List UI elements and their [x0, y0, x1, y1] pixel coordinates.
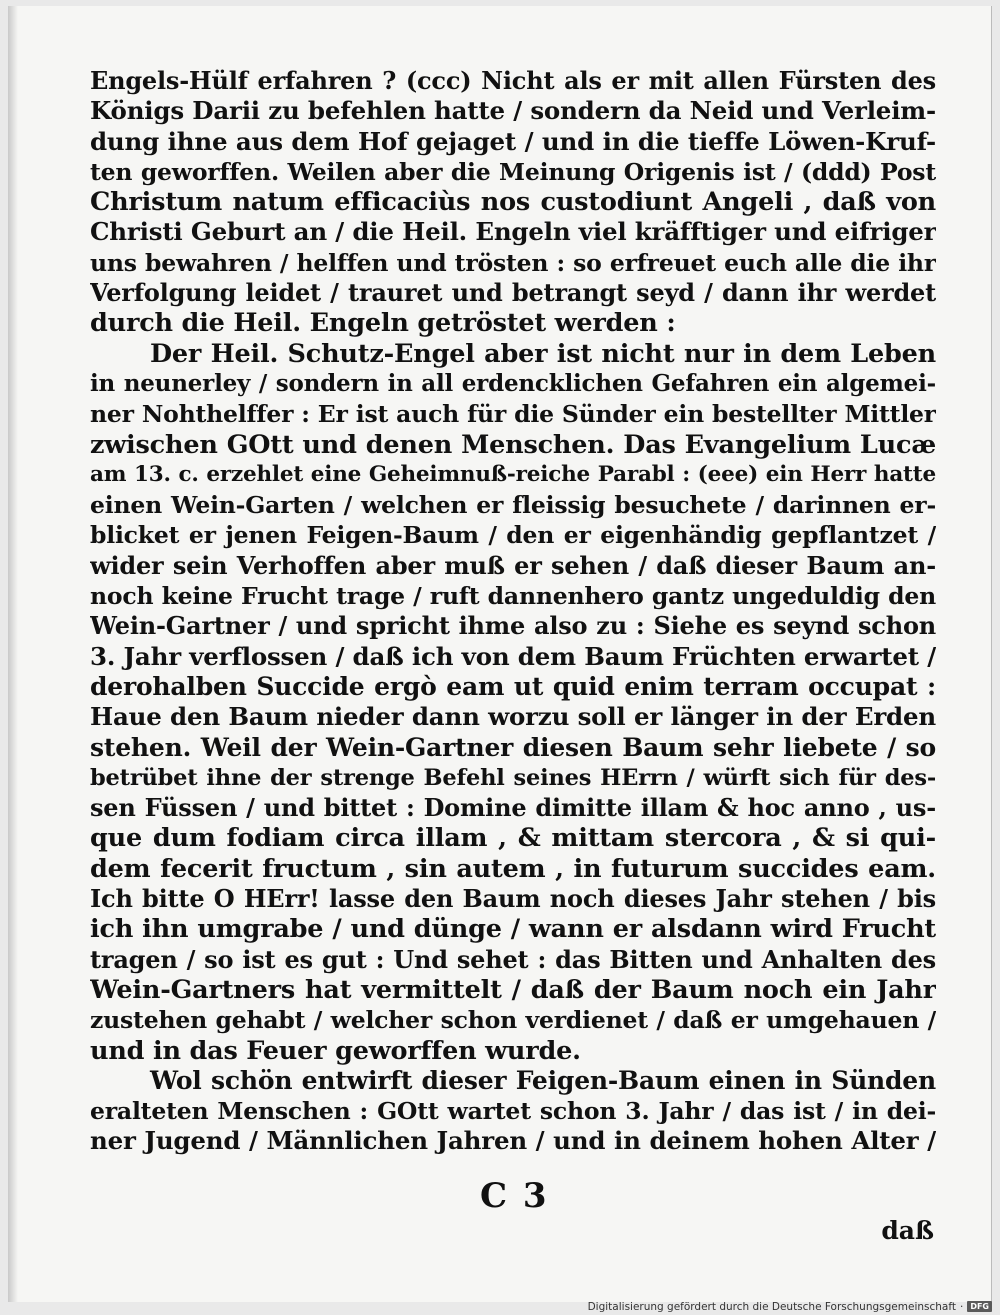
text-line: derohalben Succide ergò eam ut quid enim terram occupat :: [90, 671, 936, 701]
text-line: Ich bitte O HErr! lasse den Baum noch dieses Jahr stehen / bis: [90, 884, 936, 914]
footer-credit: Digitalisierung gefördert durch die Deutsche Forschungsgemeinschaft: [587, 1300, 956, 1313]
text-line: Christi Geburt an / die Heil. Engeln viel kräfftiger und eifriger: [90, 217, 936, 247]
text-line: und in das Feuer geworffen wurde.: [90, 1035, 581, 1066]
text-line: tragen / so ist es gut : Und sehet : das Bitten und Anhalten des: [90, 944, 936, 974]
text-line: Christum natum efficaciùs nos custodiunt Angeli , daß von: [90, 187, 936, 218]
text-line: betrübet ihne der strenge Befehl seines HErrn / würft sich für des-: [90, 764, 936, 791]
text-line: uns bewahren / helffen und trösten : so erfreuet euch alle die ihr: [90, 248, 936, 277]
text-line: in neunerley / sondern in all erdencklichen Gefahren ein algemei-: [90, 369, 936, 397]
scanned-page: [8, 6, 992, 1302]
digitization-footer: [588, 1300, 992, 1313]
body-text: [90, 66, 936, 1157]
text-line: ner Nohthelffer : Er ist auch für die Sünder ein bestellter Mittler: [90, 400, 936, 429]
text-line: sen Füssen / und bittet : Domine dimitte illam & hoc anno , us-: [90, 793, 936, 823]
catchword: daß: [881, 1216, 934, 1245]
text-line: Verfolgung leidet / trauret und betrangt seyd / dann ihr werdet: [90, 278, 936, 308]
text-line: dung ihne aus dem Hof gejaget / und in die tieffe Löwen‑Kruf-: [90, 126, 936, 156]
text-line: Königs Darii zu befehlen hatte / sondern da Neid und Verleim-: [90, 96, 936, 126]
text-line: noch keine Frucht trage / ruft dannenhero gantz ungeduldig den: [90, 582, 936, 611]
text-line: stehen. Weil der Wein‑Gartner diesen Baum sehr liebete / so: [90, 732, 936, 762]
text-line: am 13. c. erzehlet eine Geheimnuß‑reiche Parabl : (eee) ein Herr hatte: [90, 461, 936, 487]
text-line: durch die Heil. Engeln getröstet werden :: [90, 308, 676, 339]
paragraph-start-line: Wol schön entwirft dieser Feigen‑Baum einen in Sünden: [150, 1065, 936, 1095]
dfg-logo-icon: DFG: [967, 1301, 992, 1312]
paragraph-start-line: Der Heil. Schutz‑Engel aber ist nicht nur in dem Leben: [150, 338, 936, 369]
text-line: 3. Jahr verflossen / daß ich von dem Baum Früchten erwartet /: [90, 641, 936, 671]
signature-mark: C 3: [480, 1176, 549, 1216]
text-line: wider sein Verhoffen aber muß er sehen / daß dieser Baum an-: [90, 550, 936, 580]
page-foot: [90, 1176, 936, 1245]
footer-separator: ·: [959, 1300, 964, 1313]
text-line: Wein‑Gartners hat vermittelt / daß der Baum noch ein Jahr: [90, 974, 936, 1005]
page-edge-shadow: [8, 6, 18, 1302]
text-line: eralteten Menschen : GOtt wartet schon 3. Jahr / das ist / in dei-: [90, 1097, 936, 1126]
text-line: zustehen gehabt / welcher schon verdienet / daß er umgehauen /: [90, 1006, 936, 1035]
text-line: Engels‑Hülf erfahren ? (ccc) Nicht als er mit allen Fürsten des: [90, 66, 936, 95]
text-line: ten geworffen. Weilen aber die Meinung Origenis ist / (ddd) Post: [90, 157, 936, 186]
text-line: que dum fodiam circa illam , & mittam stercora , & si qui-: [90, 823, 936, 854]
text-line: ich ihn umgrabe / und dünge / wann er alsdann wird Frucht: [90, 914, 936, 945]
text-line: ner Jugend / Männlichen Jahren / und in deinem hohen Alter /: [90, 1126, 936, 1156]
text-line: dem fecerit fructum , sin autem , in futurum succides eam.: [90, 853, 936, 884]
text-line: Wein‑Gartner / und spricht ihme also zu : Siehe es seynd schon: [90, 611, 936, 641]
text-line: zwischen GOtt und denen Menschen. Das Evangelium Lucæ: [90, 429, 936, 460]
text-line: blicket er jenen Feigen‑Baum / den er eigenhändig gepflantzet /: [90, 521, 936, 550]
text-line: einen Wein‑Garten / welchen er fleissig besuchete / darinnen er-: [90, 491, 936, 520]
text-line: Haue den Baum nieder dann worzu soll er länger in der Erden: [90, 702, 936, 732]
